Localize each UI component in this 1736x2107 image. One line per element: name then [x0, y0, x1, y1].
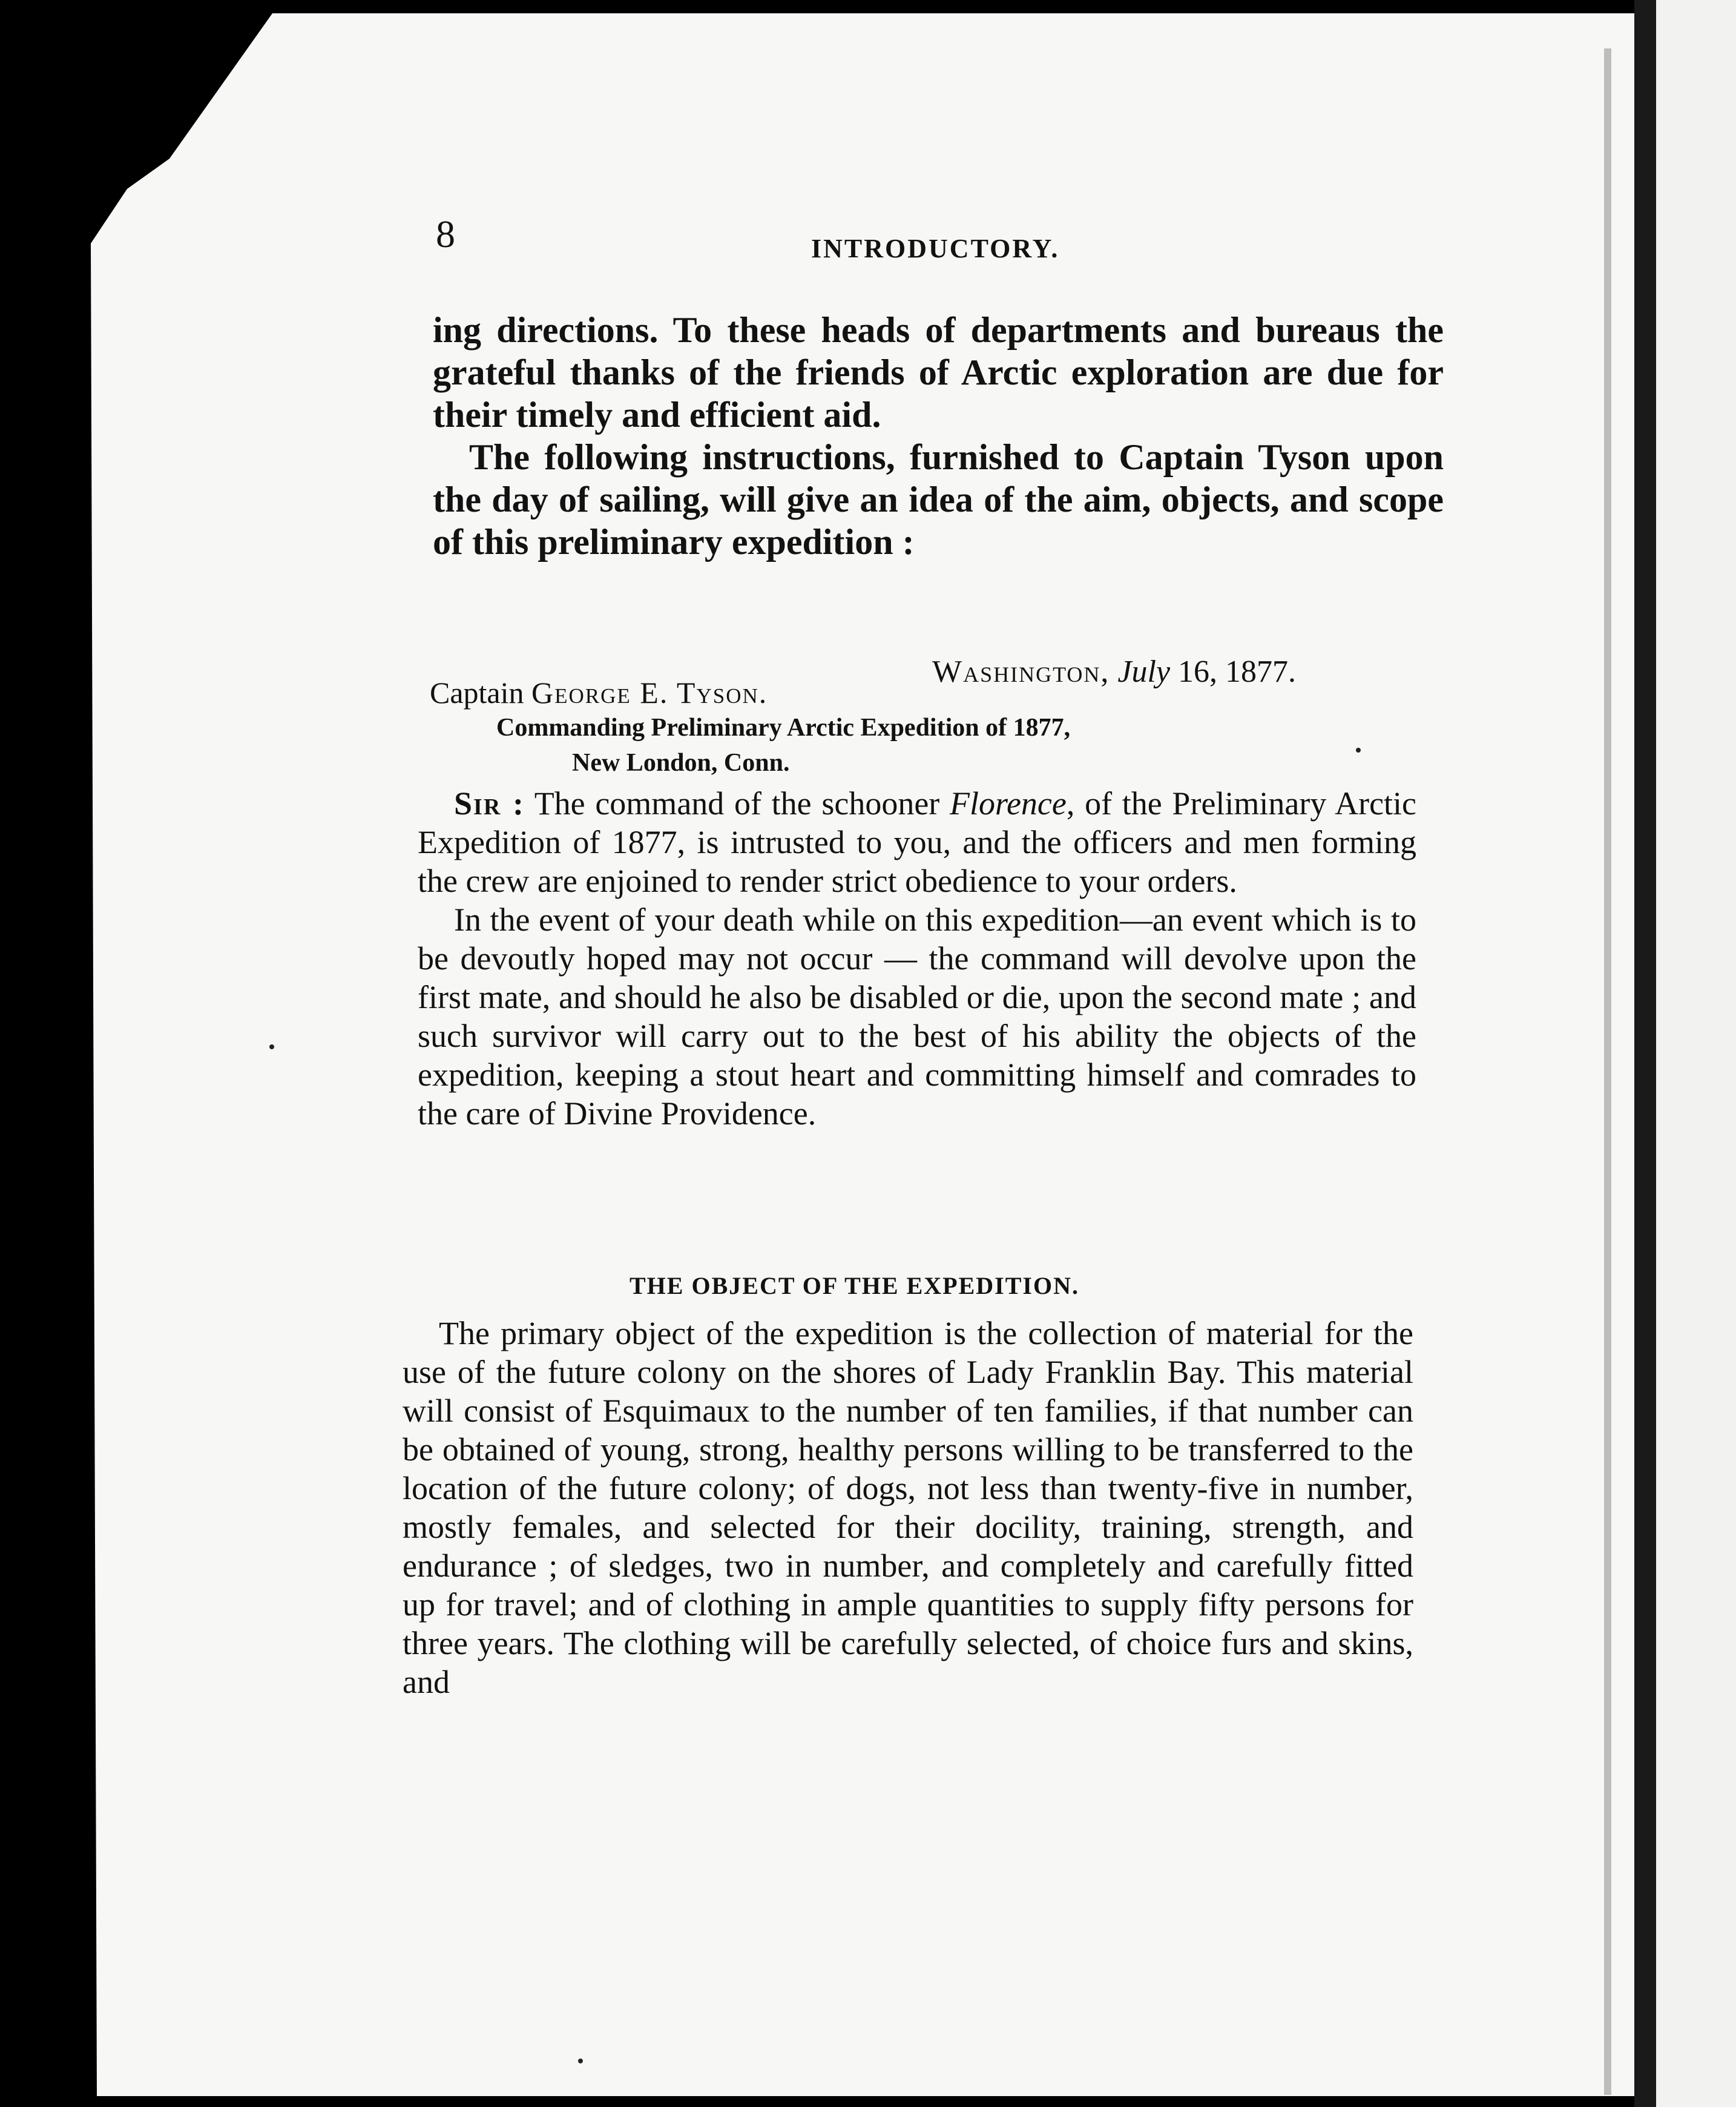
letter-body [418, 784, 1416, 1133]
letter-paragraph-1-start: The command of the schooner [534, 785, 940, 822]
scan-speck [578, 2059, 583, 2063]
letter-paragraph-1 [418, 784, 1416, 900]
intro-paragraph-2: The following instructions, furnished to Captain Tyson upon the day of sailing, will give an idea of the aim, objects, and scope of this preliminary expedition : [433, 437, 1444, 562]
intro-paragraph-1: ing directions. To these heads of departments and bureaus the grateful thanks of the friends of Arctic exploration are due for their timely and efficient aid. [433, 310, 1444, 435]
letter-salutation: Sir : [454, 785, 525, 822]
addressee-name: George E. Tyson. [531, 676, 768, 710]
section-heading: THE OBJECT OF THE EXPEDITION. [630, 1272, 1079, 1299]
addressee-command: Commanding Preliminary Arctic Expedition of 1877, [496, 714, 1071, 742]
running-head: INTRODUCTORY. [811, 234, 1060, 263]
scan-speck [1356, 748, 1361, 753]
ship-name: Florence [949, 785, 1067, 822]
book-spine [1634, 0, 1656, 2107]
addressee-line [430, 675, 1070, 710]
dateline-date: 16, 1877. [1178, 655, 1297, 689]
addressee-title: Captain [430, 676, 524, 710]
dateline-place: Washington, [932, 655, 1110, 689]
section-body [403, 1314, 1413, 1701]
dateline-month: July [1117, 655, 1171, 689]
page-number: 8 [436, 213, 455, 256]
scan-speck [269, 1044, 274, 1049]
letter-paragraph-2: In the event of your death while on this expedition—an event which is to be devoutly hoped may not occur — the command will devolve upon the first mate, and should he also be disabled or die, upon the second mate ; and such survivor will carry out to the best of his ability the objects of the expedition, keeping a stout heart and committing himself and comrades to the care of Divine Providence. [418, 902, 1416, 1132]
page-edge-shadow [1604, 48, 1611, 2095]
addressee-location: New London, Conn. [572, 749, 790, 777]
section-paragraph-1: The primary object of the expedition is the collection of material for the use of the future colony on the shores of Lady Franklin Bay. This material will consist of Esquimaux to the number of ten families, if that number can be obtained of young, strong, healthy persons willing to be transferred to the location of the future colony; of dogs, not less than twenty-five in number, mostly females, and selected for their docility, training, strength, and endurance ; of sledges, two in number, and completely and carefully fitted up for travel; and of clothing in ample quantities to supply fifty persons for three years. The clothing will be carefully selected, of choice furs and skins, and [403, 1315, 1413, 1700]
facing-page [1656, 0, 1736, 2107]
letter-address [430, 675, 1070, 780]
letter-paragraph-1-end: , of the Preliminary Arctic Expedition of 1877, is intrusted to you, and the officers and men forming the crew are enjoined to render strict obedience to your orders. [418, 785, 1417, 899]
intro-text [433, 309, 1444, 563]
